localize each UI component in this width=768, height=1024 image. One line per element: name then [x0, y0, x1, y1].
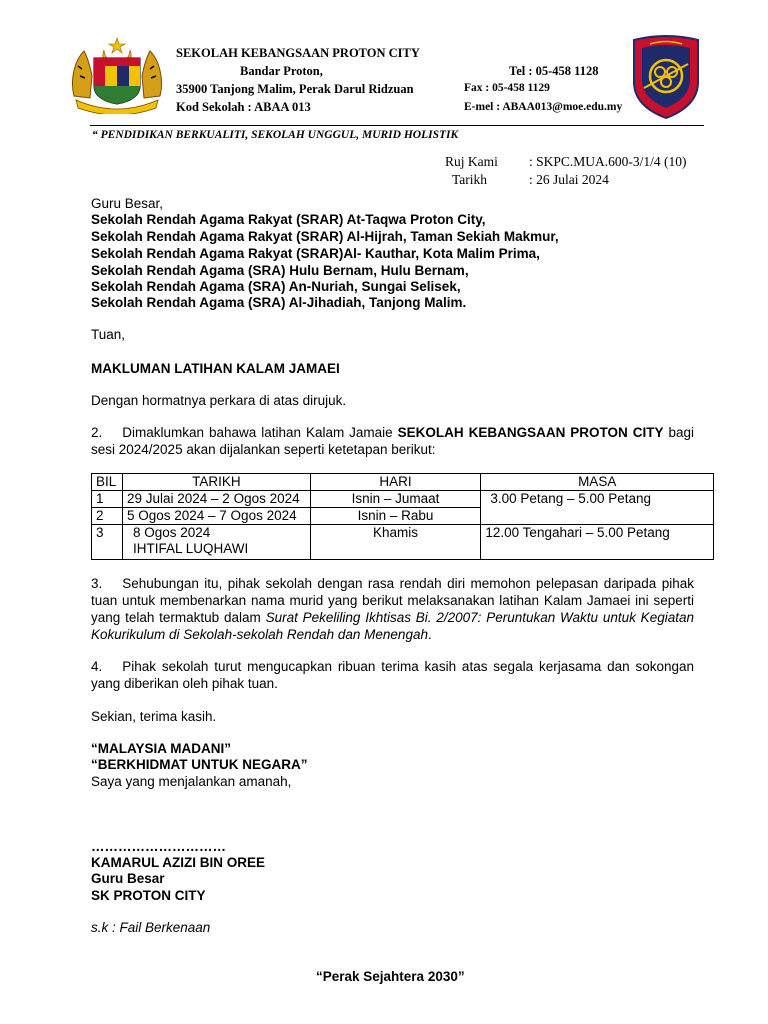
date-label: Tarikh	[452, 172, 488, 187]
paragraph-text: Pihak sekolah turut mengucapkan ribuan terima kasih atas segala kerjasama dan sokongan yang diberikan oleh pihak tuan.	[91, 659, 694, 691]
bil-cell: 2	[92, 508, 123, 525]
recipient-school: Sekolah Rendah Agama Rakyat (SRAR)Al- Kauthar, Kota Malim Prima,	[91, 246, 540, 261]
address-line1: Bandar Proton,	[240, 64, 323, 78]
paragraph-end: .	[427, 627, 432, 642]
paragraph-number: 2.	[91, 425, 103, 440]
opening-line: Dengan hormatnya perkara di atas dirujuk.	[91, 393, 347, 408]
school-code: Kod Sekolah : ABAA 013	[176, 100, 311, 114]
tarikh-note: IHTIFAL LUQHAWI	[132, 541, 249, 556]
recipient-school: Sekolah Rendah Agama (SRA) Hulu Bernam, Hulu Bernam,	[91, 263, 469, 278]
tarikh-cell: 5 Ogos 2024 – 7 Ogos 2024	[122, 508, 310, 525]
circular-reference: Surat Pekeliling Ikhtisas Bi. 2/2007: Peruntukan Waktu untuk Kegiatan Kokurikulum di Sekolah-sekolah Rendah dan Menengah	[91, 610, 694, 642]
slogan-berkhidmat: “BERKHIDMAT UNTUK NEGARA”	[91, 757, 308, 772]
paragraph-text: Dimaklumkan bahawa latihan Kalam Jamaie	[122, 425, 398, 440]
fax-number: Fax : 05-458 1129	[464, 82, 550, 94]
school-badge-logo	[630, 34, 702, 120]
paragraph-text: Sehubungan itu, pihak sekolah dengan rasa rendah diri memohon pelepasan daripada pihak tuan untuk membenarkan nama murid yang berikut melaksanakan latihan Kalam Jamaei ini seperti yang telah termaktub dalam	[91, 576, 694, 625]
paragraph-3	[91, 575, 694, 643]
masa-cell: 12.00 Tengahari – 5.00 Petang	[481, 525, 714, 560]
tarikh-cell: 29 Julai 2024 – 2 Ogos 2024	[122, 491, 310, 508]
email-address: E-mel : ABAA013@moe.edu.my	[464, 101, 623, 113]
header-cell: BIL	[92, 474, 123, 491]
header-cell: HARI	[310, 474, 481, 491]
date-value: : 26 Julai 2024	[529, 172, 609, 187]
paragraph-2	[91, 424, 694, 458]
paragraph-4	[91, 658, 694, 692]
recipient-school: Sekolah Rendah Agama Rakyat (SRAR) Al-Hijrah, Taman Sekiah Makmur,	[91, 229, 559, 244]
hari-cell: Khamis	[310, 525, 481, 560]
recipient-school: Sekolah Rendah Agama Rakyat (SRAR) At-Taqwa Proton City,	[91, 212, 486, 227]
tel-number: Tel : 05-458 1128	[509, 64, 599, 78]
amanah-line: Saya yang menjalankan amanah,	[91, 774, 292, 789]
masa-cell	[481, 491, 714, 525]
coat-of-arms-logo	[68, 36, 166, 114]
table-row	[92, 525, 714, 560]
recipient-school: Sekolah Rendah Agama (SRA) Al-Jihadiah, Tanjong Malim.	[91, 295, 467, 310]
paragraph-text: bagi sesi 2024/2025 akan dijalankan seperti ketetapan berikut:	[91, 425, 694, 457]
bil-cell: 1	[92, 491, 123, 508]
footer-slogan: “Perak Sejahtera 2030”	[316, 969, 465, 984]
signatory-school: SK PROTON CITY	[91, 888, 206, 903]
recipient-title: Guru Besar,	[91, 196, 164, 211]
letter-subject: MAKLUMAN LATIHAN KALAM JAMAEI	[91, 361, 340, 376]
ref-label: Ruj Kami	[445, 154, 498, 169]
copy-to: s.k : Fail Berkenaan	[91, 920, 211, 935]
recipient-school: Sekolah Rendah Agama (SRA) An-Nuriah, Sungai Selisek,	[91, 279, 461, 294]
table-header-row	[92, 474, 714, 491]
table-row	[92, 491, 714, 508]
tarikh-cell	[122, 525, 310, 560]
signatory-name: KAMARUL AZIZI BIN OREE	[91, 855, 265, 870]
school-name: SEKOLAH KEBANGSAAN PROTON CITY	[176, 46, 420, 60]
tarikh-text: 8 Ogos 2024	[132, 525, 211, 540]
school-name-inline: SEKOLAH KEBANGSAAN PROTON CITY	[397, 425, 664, 440]
paragraph-number: 3.	[91, 576, 103, 591]
slogan-madani: “MALAYSIA MADANI”	[91, 741, 232, 756]
schedule-table	[91, 473, 714, 560]
header-cell: TARIKH	[122, 474, 310, 491]
closing-thanks: Sekian, terima kasih.	[91, 709, 217, 724]
signature-line: …………………………	[91, 839, 226, 854]
salutation: Tuan,	[91, 327, 126, 342]
bil-cell: 3	[92, 525, 123, 560]
hari-cell: Isnin – Jumaat	[310, 491, 481, 508]
address-line2: 35900 Tanjong Malim, Perak Darul Ridzuan	[176, 82, 414, 96]
ref-value: : SKPC.MUA.600-3/1/4 (10)	[529, 154, 687, 169]
signatory-position: Guru Besar	[91, 871, 165, 886]
masa-text: 3.00 Petang – 5.00 Petang	[490, 491, 652, 506]
school-motto: “ PENDIDIKAN BERKUALITI, SEKOLAH UNGGUL, MURID HOLISTIK	[92, 129, 459, 141]
paragraph-number: 4.	[91, 659, 103, 674]
header-cell: MASA	[481, 474, 714, 491]
header-divider	[90, 125, 704, 126]
hari-cell: Isnin – Rabu	[310, 508, 481, 525]
